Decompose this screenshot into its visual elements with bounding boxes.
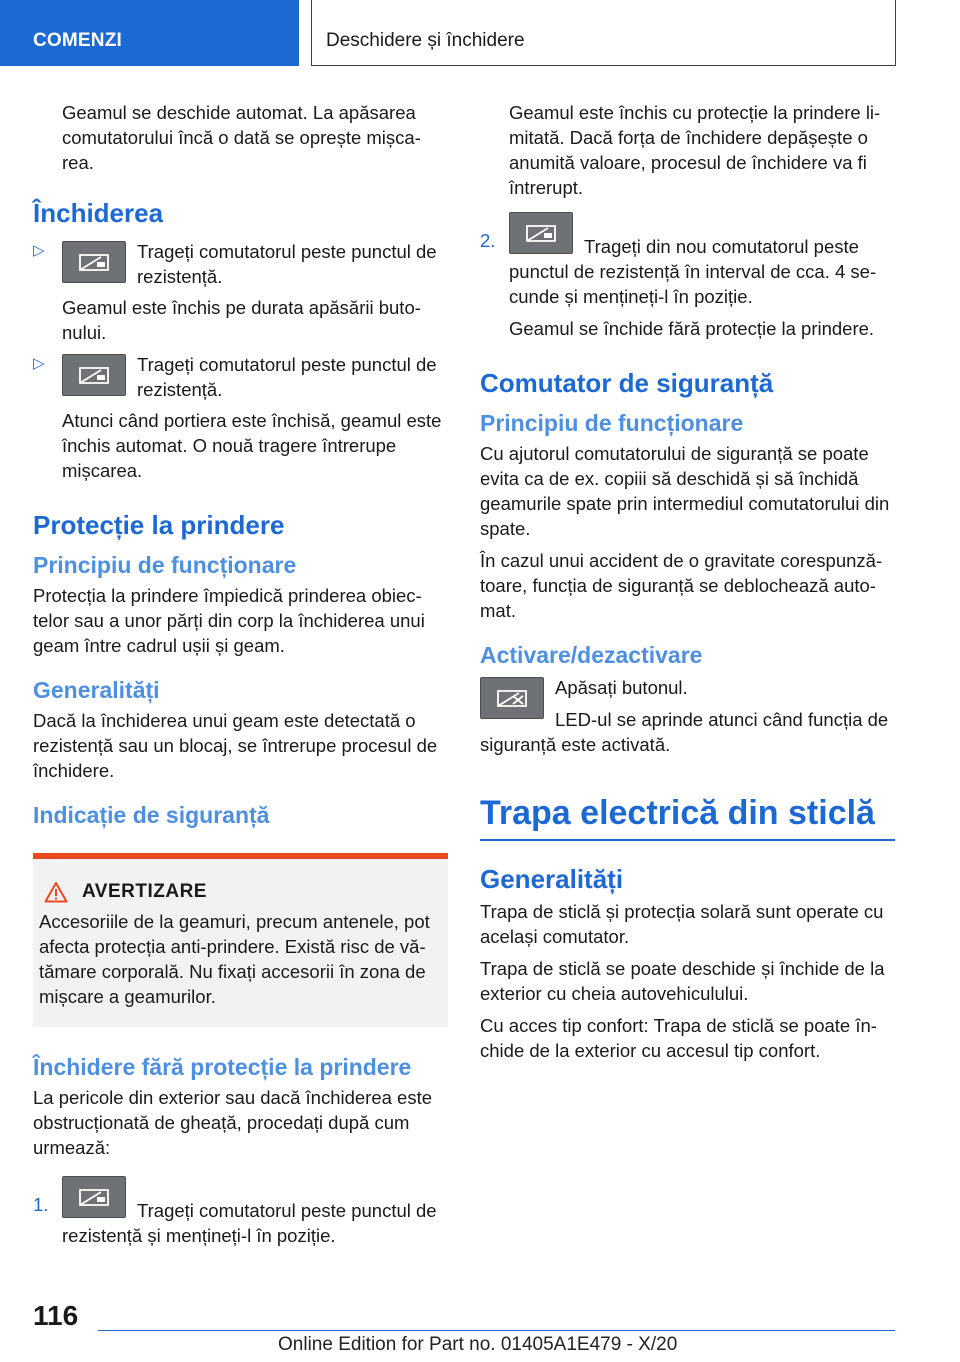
protection-heading: Protecție la prindere bbox=[33, 510, 285, 540]
warning-box bbox=[33, 853, 448, 1027]
left-column bbox=[33, 100, 448, 1255]
principle-heading: Principiu de funcționare bbox=[33, 552, 297, 578]
step-instruction: Trageți comutatorul peste punctul de rezistență. bbox=[137, 354, 437, 400]
step-instruction: Trageți din nou comutatorul peste punctul de rezistență în interval de cca. 4 se-cunde și mențineți-l în poziție. bbox=[509, 236, 877, 307]
closing-step-2 bbox=[33, 352, 448, 483]
safety-switch-heading: Comutator de siguranță bbox=[480, 368, 774, 398]
window-switch-icon bbox=[62, 241, 126, 283]
step-instruction: Trageți comutatorul peste punctul de rezistență. bbox=[137, 241, 437, 287]
right-principle-text-1: Cu ajutorul comutatorului de siguranță se poate evita ca de ex. copiii să deschidă și să închidă geamurile spate prin intermediul comutatorului din spate. bbox=[480, 443, 890, 539]
step-marker: ▷ bbox=[33, 355, 45, 372]
general-text: Dacă la închiderea unui geam este detectată o rezistență sau un blocaj, se întrerupe procesul de închidere. bbox=[33, 710, 438, 781]
sunroof-text-2: Trapa de sticlă se poate deschide și închide de la exterior cu cheia autovehiculului. bbox=[480, 958, 885, 1004]
sunroof-text-3: Cu acces tip confort: Trapa de sticlă se poate în-chide de la exterior cu accesul tip confort. bbox=[480, 1015, 877, 1061]
step-result: Geamul se închide fără protecție la prindere. bbox=[509, 318, 875, 339]
safety-heading: Indicație de siguranță bbox=[33, 802, 270, 828]
closing-step-1 bbox=[33, 239, 448, 345]
window-lock-icon bbox=[480, 677, 544, 719]
warning-title: AVERTIZARE bbox=[82, 881, 207, 902]
page-header bbox=[0, 0, 960, 66]
step-instruction: Trageți comutatorul peste punctul de rezistență și mențineți-l în poziție. bbox=[62, 1200, 437, 1246]
chapter-title: Deschidere și închidere bbox=[311, 0, 896, 66]
warning-text: Accesoriile de la geamuri, precum antenele, pot afecta protecția anti-prindere. Există risc de vă-tămare corporală. Nu fixați accesorii în zona de mișcare a geamurilor. bbox=[39, 911, 430, 1007]
window-switch-icon bbox=[509, 212, 573, 254]
step-number: 1. bbox=[33, 1194, 49, 1215]
step1-result: Geamul este închis cu protecție la prindere li-mitată. Dacă forța de închidere depășește o anumită valoare, procesul de închidere va fi întrerupt. bbox=[509, 102, 881, 198]
noprot-step-1 bbox=[33, 1174, 448, 1248]
intro-text: Geamul se deschide automat. La apăsarea comutatorului încă o dată se oprește mișca-rea. bbox=[62, 102, 421, 173]
principle-text: Protecția la prindere împiedică prinderea obiec-telor sau a unor părți din corp la închiderea unui geam între cadrul ușii și geam. bbox=[33, 585, 425, 656]
step-marker: ▷ bbox=[33, 242, 45, 259]
activation-step bbox=[480, 675, 895, 757]
activation-heading: Activare/dezactivare bbox=[480, 642, 703, 668]
sunroof-heading: Trapa electrică din sticlă bbox=[480, 791, 895, 841]
activation-instruction: Apăsați butonul. bbox=[555, 677, 688, 698]
closing-heading: Închiderea bbox=[33, 198, 164, 228]
footer-divider bbox=[98, 1330, 895, 1331]
right-column bbox=[480, 100, 895, 1070]
warning-triangle-icon bbox=[44, 881, 68, 903]
warning-header bbox=[44, 881, 442, 903]
sunroof-text-1: Trapa de sticlă și protecția solară sunt operate cu același comutator. bbox=[480, 901, 884, 947]
noprot-text: La pericole din exterior sau dacă închiderea este obstrucționată de gheață, procedați după cum urmează: bbox=[33, 1087, 433, 1158]
section-tab: COMENZI bbox=[0, 0, 299, 66]
edition-text: Online Edition for Part no. 01405A1E479 - X/20 bbox=[278, 1334, 678, 1355]
noprot-heading: Închidere fără protecție la prindere bbox=[33, 1054, 412, 1080]
step-result: Geamul este închis pe durata apăsării buto-nului. bbox=[62, 297, 421, 343]
step-result: Atunci când portiera este închisă, geamul este închis automat. O nouă tragere întrerupe mișcarea. bbox=[62, 410, 442, 481]
general-heading: Generalități bbox=[33, 677, 160, 703]
right-principle-heading: Principiu de funcționare bbox=[480, 410, 744, 436]
window-switch-icon bbox=[62, 1176, 126, 1218]
activation-result: LED-ul se aprinde atunci când funcția de siguranță este activată. bbox=[480, 709, 889, 755]
page-footer bbox=[0, 1290, 960, 1362]
right-principle-text-2: În cazul unui accident de o gravitate corespunză-toare, funcția de siguranță se deblochează auto-mat. bbox=[480, 550, 883, 621]
step-number: 2. bbox=[480, 230, 496, 251]
sunroof-general-heading: Generalități bbox=[480, 864, 624, 894]
page-number: 116 bbox=[33, 1300, 79, 1331]
window-switch-icon bbox=[62, 354, 126, 396]
noprot-step-2 bbox=[480, 210, 895, 341]
